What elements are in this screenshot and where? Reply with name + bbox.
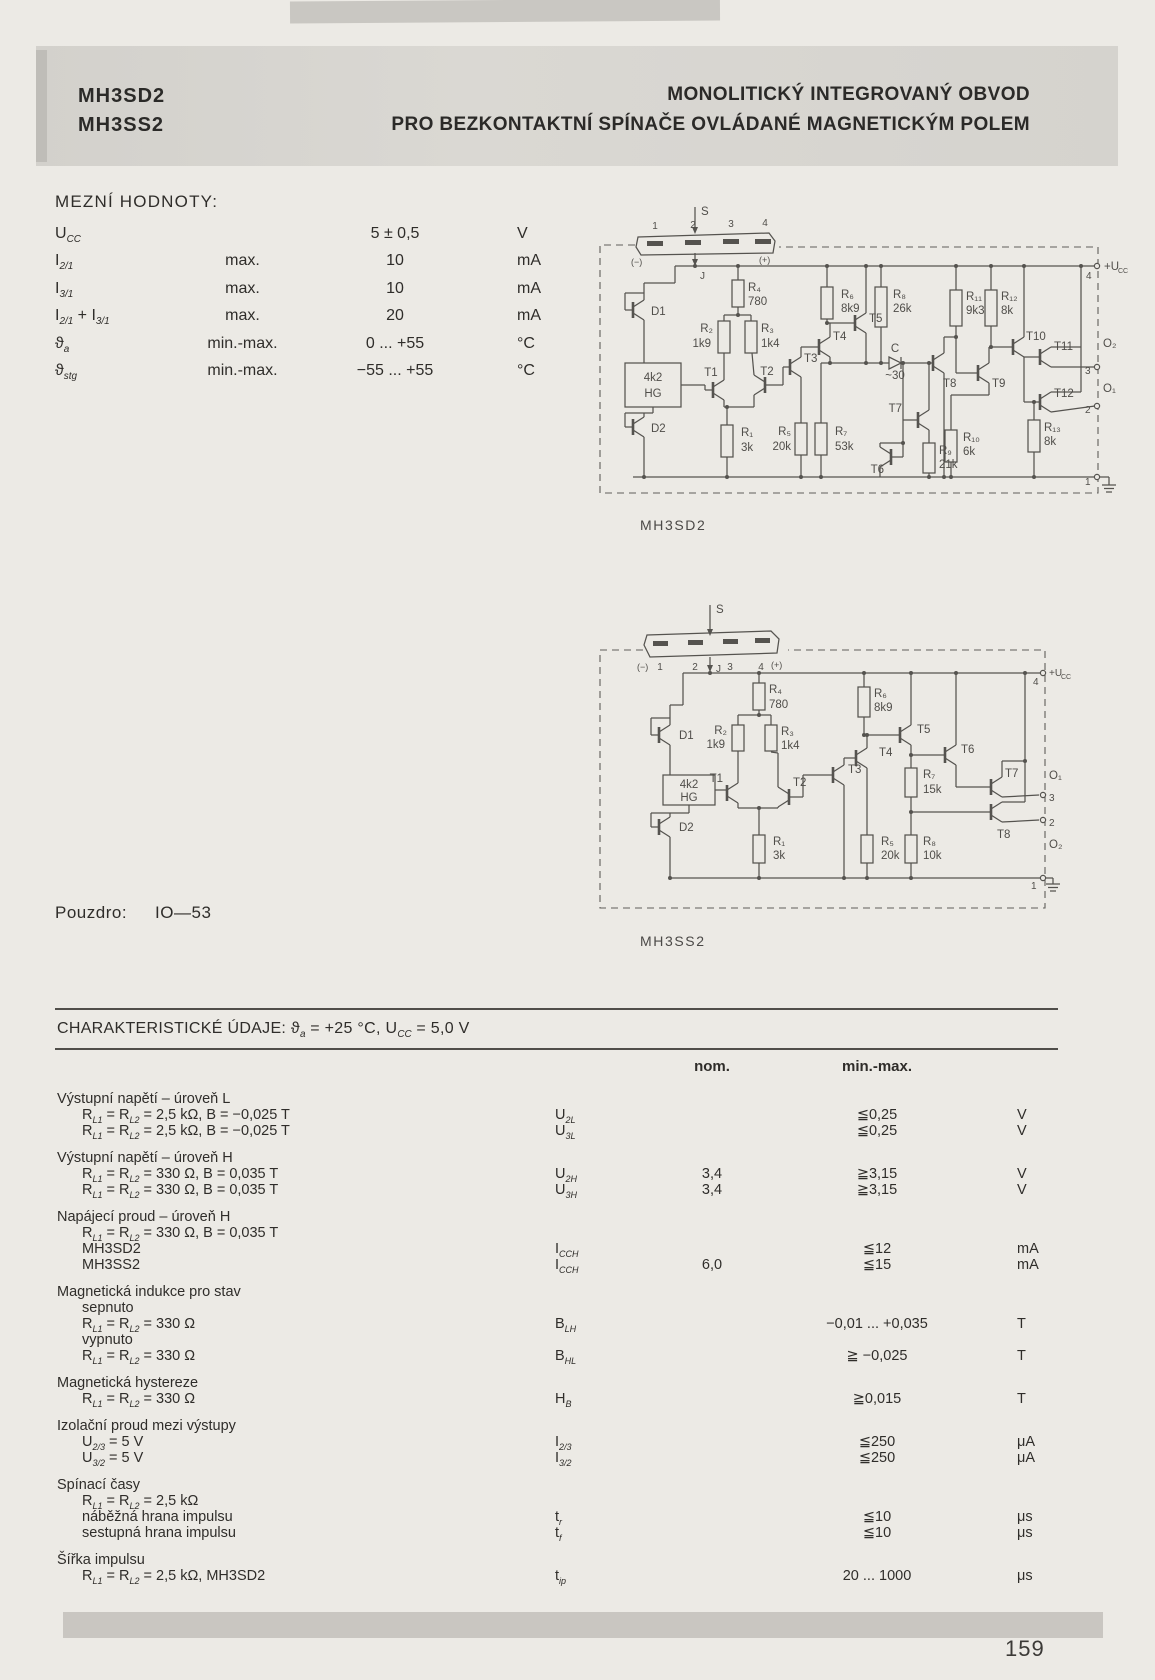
sd2-ucc-label: +U — [1104, 261, 1120, 273]
sd2-t1-label: T1 — [704, 367, 718, 379]
ss2-r8-value: 10k — [923, 850, 942, 862]
sd2-r4-value: 780 — [748, 296, 768, 308]
unit: μs — [1017, 1568, 1033, 1584]
sd2-t10-label: T10 — [1026, 331, 1046, 343]
limit-condition: min.-max. — [207, 334, 278, 352]
sd2-r1-value: 3k — [741, 442, 754, 454]
ss2-t4-label: T4 — [879, 747, 893, 759]
sd2-pin4-label: 4 — [1086, 271, 1092, 282]
sd2-t5-label: T5 — [869, 313, 883, 325]
sd2-r11-value: 9k3 — [966, 305, 985, 317]
ss2-pin4-label: 4 — [1033, 677, 1039, 688]
page-title — [270, 80, 1030, 140]
minmax-value: ≦0,25 — [856, 1123, 898, 1139]
limit-unit: °C — [517, 334, 535, 352]
condition: $R_{L1} = R_{L2} = 330$ Ω, B = 0,035 T — [82, 1166, 279, 1184]
symbol: $B_{LH}$ — [555, 1316, 577, 1334]
limit-value: 0 ... +55 — [365, 334, 425, 352]
col-header-nom: nom. — [694, 1058, 730, 1075]
ss2-r4-value: 780 — [769, 699, 789, 711]
sd2-r9-value: 21k — [939, 459, 958, 471]
title-line-2: PRO BEZKONTAKTNÍ SPÍNAČE OVLÁDANÉ MAGNETICKÝM POLEM — [391, 114, 1030, 135]
ss2-t1-label: T1 — [709, 773, 723, 785]
ss2-pin2-top: 2 — [692, 662, 698, 673]
sd2-o1-label: O₁ — [1103, 383, 1116, 395]
limit-value: 10 — [386, 279, 404, 297]
sd2-j-label: J — [700, 271, 705, 282]
mh3sd2-schematic — [593, 195, 1143, 510]
ss2-r7-label: R₇ — [923, 769, 936, 781]
mh3ss2-caption: MH3SS2 — [640, 933, 706, 949]
ss2-t8-label: T8 — [997, 829, 1011, 841]
sd2-hg-value: 4k2 — [643, 372, 663, 384]
limit-symbol: $U_{CC}$ — [55, 225, 81, 246]
limit-row — [55, 275, 595, 302]
condition: $R_{L1} = R_{L2} = 2,5$ kΩ, B = −0,025 T — [82, 1123, 290, 1141]
ss2-d2-label: D2 — [679, 822, 694, 834]
nom-value: 6,0 — [701, 1257, 723, 1273]
ss2-r6-value: 8k9 — [874, 702, 893, 714]
ss2-minus: (−) — [637, 662, 649, 672]
unit: V — [1017, 1182, 1027, 1198]
unit: μs — [1017, 1525, 1033, 1541]
ss2-r3-value: 1k4 — [781, 740, 800, 752]
limit-unit: mA — [517, 279, 541, 297]
unit: T — [1017, 1316, 1026, 1332]
sd2-r12-label: R₁₂ — [1001, 291, 1018, 303]
sd2-r8-label: R₈ — [893, 289, 907, 301]
condition: $U_{3/2} = 5$ V — [82, 1450, 144, 1468]
sd2-r10-label: R₁₀ — [963, 432, 980, 444]
symbol: $t_f$ — [555, 1525, 562, 1543]
sd2-r6-value: 8k9 — [841, 303, 860, 315]
minmax-value: ≦250 — [858, 1450, 896, 1466]
sd2-out2-label: 2 — [1085, 405, 1091, 416]
ss2-hg-value: 4k2 — [679, 779, 699, 791]
ss2-r3-label: R₃ — [781, 726, 794, 738]
limit-unit: V — [517, 225, 528, 242]
minmax-value: 20 ... 1000 — [842, 1568, 912, 1584]
title-line-1: MONOLITICKÝ INTEGROVANÝ OBVOD — [667, 84, 1030, 105]
condition: sepnuto — [82, 1300, 134, 1316]
sd2-t12-label: T12 — [1054, 388, 1074, 400]
symbol: $U_{3L}$ — [555, 1123, 576, 1141]
ss2-r1-label: R₁ — [773, 836, 786, 848]
minmax-value: ≦10 — [862, 1525, 892, 1541]
sd2-r7-value: 53k — [835, 441, 854, 453]
package-value: IO—53 — [155, 903, 212, 922]
minmax-value: ≦15 — [862, 1257, 892, 1273]
minmax-value: ≧0,015 — [852, 1391, 902, 1407]
sd2-t6-label: T6 — [870, 464, 884, 476]
char-row — [57, 1434, 1062, 1450]
unit: T — [1017, 1391, 1026, 1407]
sd2-r3-label: R₃ — [761, 323, 774, 335]
char-group: Výstupní napětí – úroveň L — [57, 1091, 231, 1107]
condition: $R_{L1} = R_{L2} = 330$ Ω — [82, 1348, 196, 1366]
limit-unit: mA — [517, 307, 541, 325]
minmax-value: ≦12 — [862, 1241, 892, 1257]
ss2-out2-label: 2 — [1049, 818, 1055, 829]
sd2-r8-value: 26k — [893, 303, 912, 315]
sd2-t11-label: T11 — [1054, 341, 1073, 353]
limit-row — [55, 330, 595, 357]
sd2-r2-label: R₂ — [700, 323, 713, 335]
condition: náběžná hrana impulsu — [82, 1509, 233, 1525]
ss2-r2-label: R₂ — [714, 725, 727, 737]
sd2-t8-label: T8 — [943, 378, 957, 390]
scan-smear-top — [290, 0, 720, 24]
sd2-t7-label: T7 — [888, 403, 902, 415]
condition: MH3SD2 — [82, 1241, 141, 1257]
minmax-value: ≧3,15 — [856, 1182, 898, 1198]
ss2-pin4-top: 4 — [758, 662, 764, 673]
char-group: Šířka impulsu — [57, 1552, 145, 1568]
char-row — [57, 1493, 1062, 1509]
sd2-r13-label: R₁₃ — [1044, 422, 1061, 434]
minmax-value: ≦0,25 — [856, 1107, 898, 1123]
sd2-ucc-sub: CC — [1118, 268, 1129, 275]
ss2-o1-label: O₁ — [1049, 770, 1062, 782]
limit-values-title: MEZNÍ HODNOTY: — [55, 192, 219, 211]
ss2-r5-label: R₅ — [881, 836, 894, 848]
model-mh3sd2: MH3SD2 — [78, 85, 166, 107]
char-row — [57, 1123, 1062, 1139]
unit: μA — [1017, 1450, 1036, 1466]
char-row — [57, 1300, 1062, 1316]
limit-value: 5 ± 0,5 — [370, 225, 420, 242]
char-row — [57, 1241, 1062, 1257]
symbol: $U_{2H}$ — [555, 1166, 577, 1184]
limit-values-table — [55, 192, 595, 384]
sd2-r12-value: 8k — [1001, 305, 1014, 317]
sd2-pin2-top: 2 — [690, 220, 696, 231]
condition: $R_{L1} = R_{L2} = 330$ Ω, B = 0,035 T — [82, 1225, 279, 1243]
table-rule-mid — [55, 1048, 1058, 1050]
model-numbers — [78, 82, 165, 140]
limit-condition: max. — [225, 252, 260, 270]
ss2-pin3-top: 3 — [727, 662, 733, 673]
model-mh3ss2: MH3SS2 — [78, 114, 165, 136]
ss2-t3-label: T3 — [848, 764, 862, 776]
sd2-r11-label: R₁₁ — [966, 291, 983, 303]
char-row — [57, 1391, 1062, 1407]
minmax-value: −0,01 ... +0,035 — [826, 1316, 928, 1332]
sd2-r13-value: 8k — [1044, 436, 1057, 448]
ss2-hg-label: HG — [680, 792, 698, 804]
sd2-r6-label: R₆ — [841, 289, 854, 301]
sd2-pin4-top: 4 — [762, 218, 768, 229]
condition: $R_{L1} = R_{L2} = 2,5$ kΩ, MH3SD2 — [82, 1568, 266, 1586]
condition: vypnuto — [82, 1332, 133, 1348]
char-row — [57, 1257, 1062, 1273]
sd2-r9-label: R₉ — [939, 445, 952, 457]
symbol: $I_{3/2}$ — [555, 1450, 572, 1468]
ss2-r8-label: R₈ — [923, 836, 937, 848]
symbol: $B_{HL}$ — [555, 1348, 577, 1366]
scan-edge-mark — [36, 50, 47, 162]
col-header-minmax: min.-max. — [841, 1058, 913, 1075]
unit: V — [1017, 1107, 1027, 1123]
ss2-ucc-sub: CC — [1061, 674, 1072, 681]
unit: mA — [1017, 1241, 1039, 1257]
sd2-s-label: S — [701, 206, 709, 218]
limit-condition: min.-max. — [207, 362, 278, 380]
ss2-pin1-label: 1 — [1031, 881, 1037, 892]
mh3ss2-schematic — [593, 575, 1143, 920]
sd2-minus: (−) — [631, 257, 643, 267]
nom-value: 3,4 — [701, 1182, 723, 1198]
minmax-value: ≧ −0,025 — [846, 1348, 908, 1364]
condition: $R_{L1} = R_{L2} = 2,5$ kΩ, B = −0,025 T — [82, 1107, 290, 1125]
ss2-r2-value: 1k9 — [706, 739, 725, 751]
ss2-o2-label: O₂ — [1049, 839, 1063, 851]
symbol: $H_B$ — [555, 1391, 572, 1409]
sd2-pin3-top: 3 — [728, 219, 734, 230]
ss2-plus: (+) — [771, 660, 783, 670]
ss2-r6-label: R₆ — [874, 688, 887, 700]
sd2-plus: (+) — [759, 255, 771, 265]
char-row — [57, 1348, 1062, 1364]
sd2-r5-value: 20k — [772, 441, 791, 453]
char-row — [57, 1182, 1062, 1198]
unit: μs — [1017, 1509, 1033, 1525]
char-group: Magnetická indukce pro stav — [57, 1284, 241, 1300]
symbol: $I_{2/3}$ — [555, 1434, 572, 1452]
symbol: $U_{3H}$ — [555, 1182, 577, 1200]
sd2-r7-label: R₇ — [835, 426, 848, 438]
sd2-out3-label: 3 — [1085, 366, 1091, 377]
char-group: Izolační proud mezi výstupy — [57, 1418, 236, 1434]
sd2-d2-label: D2 — [651, 423, 666, 435]
nom-value: 3,4 — [701, 1166, 723, 1182]
symbol: $I_{CCH}$ — [555, 1241, 579, 1259]
condition: MH3SS2 — [82, 1257, 141, 1273]
condition: $R_{L1} = R_{L2} = 330$ Ω — [82, 1391, 196, 1409]
ss2-pin1-top: 1 — [657, 662, 663, 673]
sd2-r10-value: 6k — [963, 446, 976, 458]
minmax-value: ≧3,15 — [856, 1166, 898, 1182]
ss2-t5-label: T5 — [917, 724, 931, 736]
scan-bar-bottom — [63, 1612, 1103, 1638]
symbol: $t_r$ — [555, 1509, 563, 1527]
char-row — [57, 1225, 1062, 1241]
sd2-r4-label: R₄ — [748, 282, 761, 294]
table-rule-top — [55, 1008, 1058, 1010]
char-row — [57, 1525, 1062, 1541]
limit-row — [55, 247, 595, 274]
ss2-r1-value: 3k — [773, 850, 786, 862]
char-row — [57, 1107, 1062, 1123]
char-group: Spínací časy — [57, 1477, 141, 1493]
limit-symbol: $I_{2/1}$ — [55, 252, 74, 273]
limit-row — [55, 302, 595, 329]
minmax-value: ≦250 — [858, 1434, 896, 1450]
sd2-r5-label: R₅ — [778, 426, 791, 438]
symbol: $I_{CCH}$ — [555, 1257, 579, 1275]
package-line — [55, 903, 211, 923]
ss2-d1-label: D1 — [679, 730, 694, 742]
limit-value: −55 ... +55 — [356, 362, 434, 380]
limit-unit: °C — [517, 362, 535, 380]
symbol: $t_{ip}$ — [555, 1568, 567, 1586]
limit-row — [55, 220, 595, 247]
limit-value: 10 — [386, 252, 404, 270]
unit: mA — [1017, 1257, 1039, 1273]
char-row — [57, 1316, 1062, 1332]
ss2-s-label: S — [716, 604, 724, 616]
limit-condition: max. — [225, 307, 260, 325]
sd2-c-value: ~30 — [885, 370, 905, 382]
unit: V — [1017, 1166, 1027, 1182]
sd2-t3-label: T3 — [804, 353, 818, 365]
sd2-d1-label: D1 — [651, 306, 666, 318]
limit-unit: mA — [517, 252, 541, 270]
package-label: Pouzdro: — [55, 903, 128, 922]
sd2-o2-label: O₂ — [1103, 338, 1117, 350]
limit-symbol: $ϑ_{stg}$ — [55, 362, 77, 383]
limit-symbol: $I_{3/1}$ — [55, 279, 74, 300]
ss2-r4-label: R₄ — [769, 684, 782, 696]
condition: $U_{2/3} = 5$ V — [82, 1434, 144, 1452]
sd2-hg-label: HG — [644, 388, 662, 400]
limit-row — [55, 357, 595, 384]
limit-value: 20 — [386, 307, 404, 325]
limit-symbol: $I_{2/1} + I_{3/1}$ — [55, 307, 110, 328]
sd2-t9-label: T9 — [992, 378, 1006, 390]
page-number: 159 — [1005, 1636, 1045, 1661]
ss2-t6-label: T6 — [961, 744, 975, 756]
char-row — [57, 1450, 1062, 1466]
unit: μA — [1017, 1434, 1036, 1450]
sd2-pin1-top: 1 — [652, 221, 658, 232]
ss2-t2-label: T2 — [793, 777, 807, 789]
sd2-c-label: C — [890, 343, 900, 355]
ss2-r7-value: 15k — [923, 784, 942, 796]
char-group: Napájecí proud – úroveň H — [57, 1209, 231, 1225]
condition: $R_{L1} = R_{L2} = 330$ Ω — [82, 1316, 196, 1334]
sd2-t2-label: T2 — [760, 366, 774, 378]
unit: V — [1017, 1123, 1027, 1139]
char-row — [57, 1166, 1062, 1182]
sd2-r1-label: R₁ — [741, 427, 754, 439]
sd2-pin1-label: 1 — [1085, 477, 1091, 488]
condition: $R_{L1} = R_{L2} = 2,5$ kΩ — [82, 1493, 199, 1511]
char-row — [57, 1332, 1062, 1348]
char-row — [57, 1509, 1062, 1525]
unit: T — [1017, 1348, 1026, 1364]
ss2-ucc-label: +U — [1049, 668, 1063, 679]
ss2-r5-value: 20k — [881, 850, 900, 862]
ss2-t7-label: T7 — [1005, 768, 1019, 780]
characteristics-column-headers — [57, 1058, 1062, 1075]
ss2-out3-label: 3 — [1049, 793, 1055, 804]
char-group: Výstupní napětí – úroveň H — [57, 1150, 233, 1166]
mh3sd2-caption: MH3SD2 — [640, 517, 707, 533]
char-row — [57, 1568, 1062, 1584]
symbol: $U_{2L}$ — [555, 1107, 576, 1125]
condition: sestupná hrana impulsu — [82, 1525, 236, 1541]
sd2-t4-label: T4 — [833, 331, 847, 343]
char-group: Magnetická hystereze — [57, 1375, 199, 1391]
ss2-j-label: J — [716, 664, 721, 675]
characteristics-table — [57, 1080, 1062, 1584]
characteristics-title: CHARAKTERISTICKÉ ÚDAJE: $ϑ_a = +25$ °C, $U_{CC} = 5,0$ V — [57, 1020, 470, 1041]
sd2-r3-value: 1k4 — [761, 338, 780, 350]
limit-condition: max. — [225, 279, 260, 297]
minmax-value: ≦10 — [862, 1509, 892, 1525]
condition: $R_{L1} = R_{L2} = 330$ Ω, B = 0,035 T — [82, 1182, 279, 1200]
limit-symbol: $ϑ_a$ — [55, 334, 70, 355]
sd2-r2-value: 1k9 — [692, 338, 711, 350]
